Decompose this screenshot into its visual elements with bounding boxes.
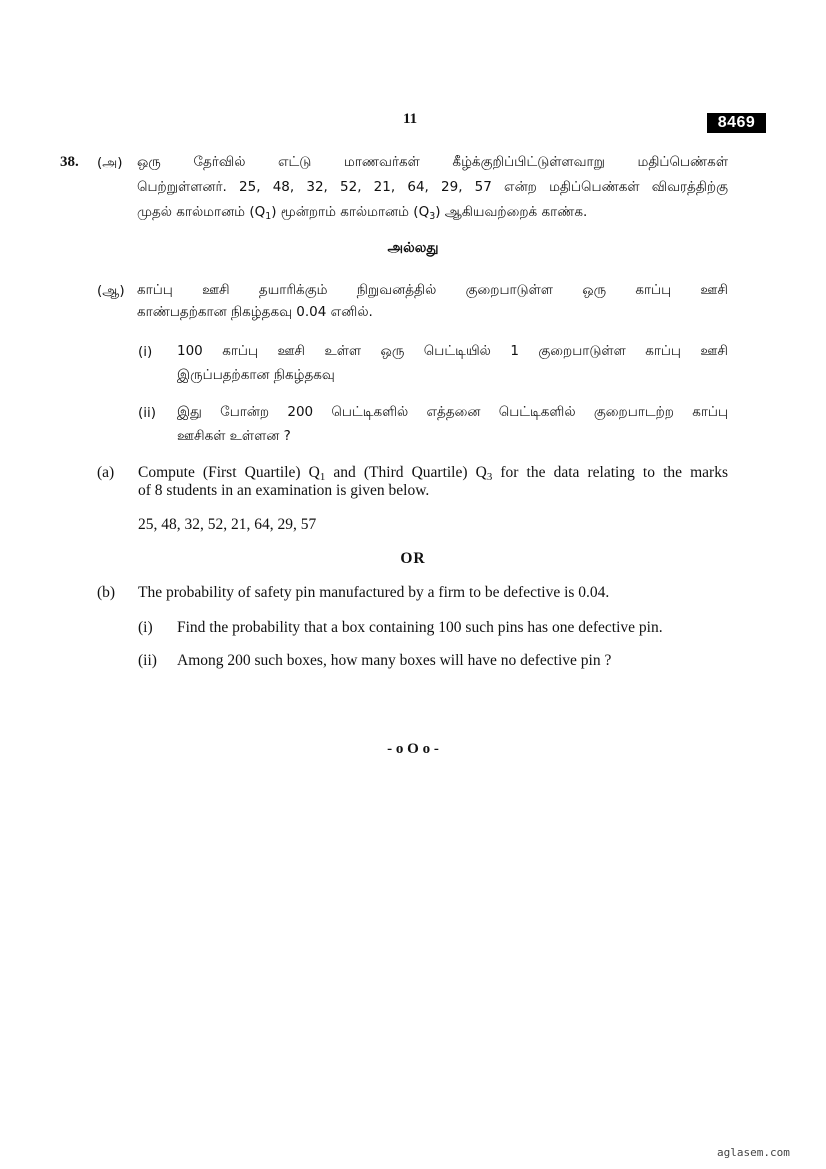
question-number: 38. — [60, 154, 79, 170]
tamil-part-b-ii-line2: ஊசிகள் உள்ளன ? — [177, 428, 291, 444]
tamil-part-b-line1: காப்பு ஊசி தயாரிக்கும் நிறுவனத்தில் குறைபாடுள்ள ஒரு காப்பு ஊசி — [137, 282, 728, 298]
english-part-a-line2: of 8 students in an examination is given below. — [138, 482, 430, 499]
english-part-a-data: 25, 48, 32, 52, 21, 64, 29, 57 — [138, 516, 317, 533]
english-part-b-i-label: (i) — [138, 619, 153, 636]
english-part-b-ii-label: (ii) — [138, 652, 157, 669]
end-of-paper-mark: - o O o - — [387, 741, 439, 757]
tamil-part-b-i-line2: இருப்பதற்கான நிகழ்தகவு — [177, 367, 335, 383]
tamil-part-a-label: (அ) — [97, 155, 123, 171]
english-part-a-line1: Compute (First Quartile) $Q_1$ and (Third Quartile) $Q_3$ for the data relating to the marks — [138, 464, 728, 483]
tamil-part-a-line3: முதல் கால்மானம் $(Q_1)$ மூன்றாம் கால்மானம் $(Q_3)$ ஆகியவற்றைக் காண்க. — [137, 204, 588, 222]
paper-code-badge: 8469 — [707, 113, 766, 133]
english-part-b-i-text: Find the probability that a box containing 100 such pins has one defective pin. — [177, 619, 663, 636]
english-part-a-label: (a) — [97, 464, 115, 481]
tamil-part-b-label: (ஆ) — [97, 283, 125, 299]
tamil-part-b-i-label: (i) — [138, 344, 153, 360]
page-number: 11 — [403, 111, 418, 127]
tamil-part-b-ii-line1: இது போன்ற 200 பெட்டிகளில் எத்தனை பெட்டிகளில் குறைபாடற்ற காப்பு — [177, 404, 728, 420]
tamil-part-b-line2: காண்பதற்கான நிகழ்தகவு 0.04 எனில். — [137, 304, 373, 320]
english-or-divider: OR — [400, 550, 426, 567]
tamil-part-a-line2: பெற்றுள்ளனர். 25, 48, 32, 52, 21, 64, 29, 57 என்ற மதிப்பெண்கள் விவரத்திற்கு — [137, 179, 728, 195]
watermark: aglasem.com — [717, 1146, 790, 1159]
english-part-b-text: The probability of safety pin manufactured by a firm to be defective is 0.04. — [138, 584, 610, 601]
english-part-b-label: (b) — [97, 584, 116, 601]
english-part-b-ii-text: Among 200 such boxes, how many boxes will have no defective pin ? — [177, 652, 612, 669]
tamil-part-b-i-line1: 100 காப்பு ஊசி உள்ள ஒரு பெட்டியில் 1 குறைபாடுள்ள காப்பு ஊசி — [177, 343, 728, 359]
tamil-part-b-ii-label: (ii) — [138, 405, 157, 421]
tamil-or-divider: அல்லது — [387, 240, 439, 256]
tamil-part-a-line1: ஒரு தேர்வில் எட்டு மாணவர்கள் கீழ்க்குறிப்பிட்டுள்ளவாறு மதிப்பெண்கள் — [137, 154, 728, 170]
